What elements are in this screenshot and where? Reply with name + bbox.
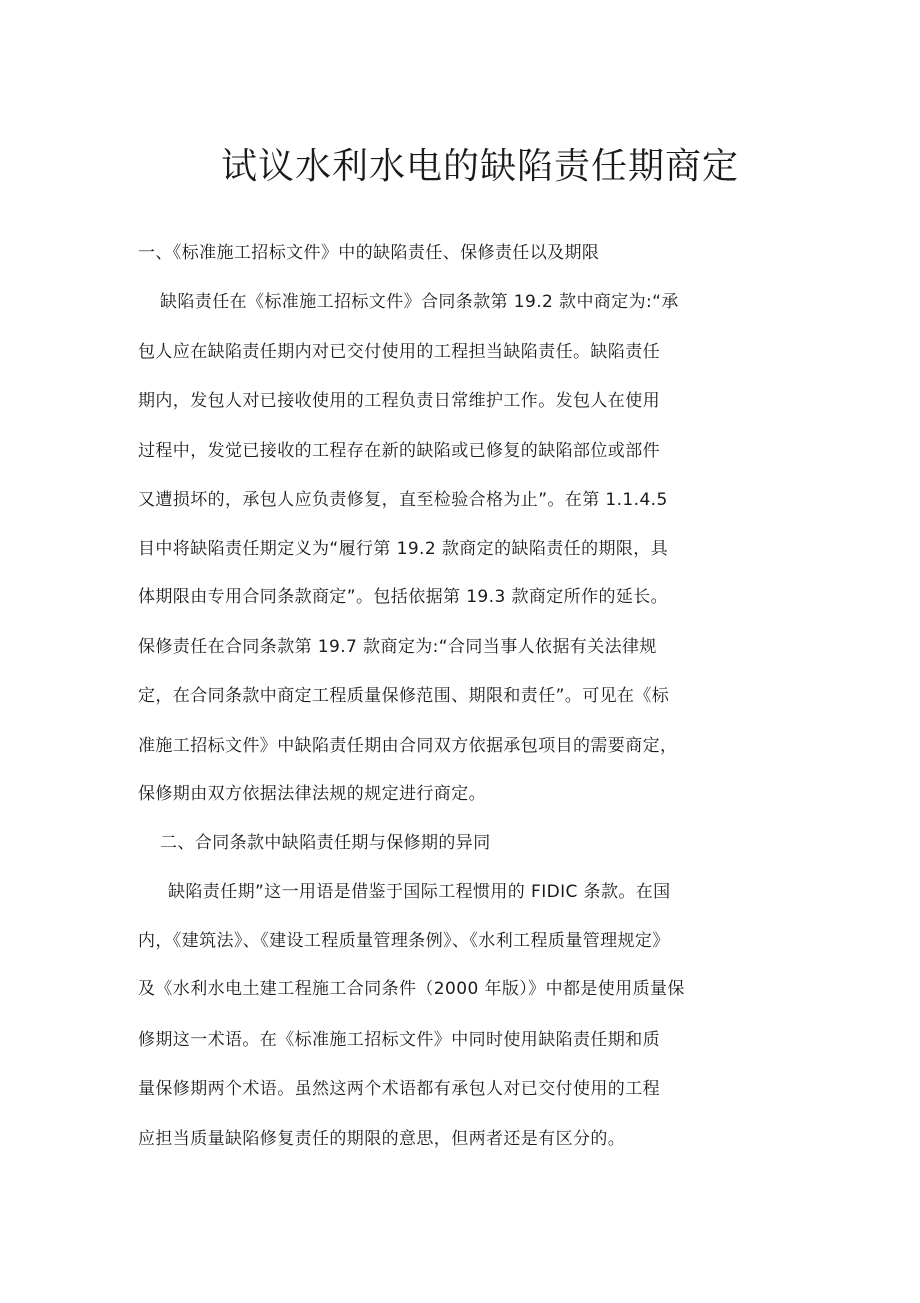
paragraph-1-line-11: 保修期由双方依据法律法规的规定进行商定。	[138, 784, 486, 804]
paragraph-1-line-9: 定，在合同条款中商定工程质量保修范围、期限和责任”。可见在《标	[138, 686, 670, 706]
paragraph-1-line-6: 目中将缺陷责任期定义为“履行第 19.2 款商定的缺陷责任的期限，具	[138, 539, 669, 559]
paragraph-1-line-5: 又遭损坏的，承包人应负责修复，直至检验合格为止”。在第 1.1.4.5	[138, 490, 668, 510]
document-title: 试议水利水电的缺陷责任期商定	[220, 146, 739, 187]
paragraph-2-line-3: 及《水利水电土建工程施工合同条件（2000 年版）》中都是使用质量保	[138, 979, 685, 999]
paragraph-1-line-8: 保修责任在合同条款第 19.7 款商定为:“合同当事人依据有关法律规	[138, 637, 657, 657]
paragraph-1-line-4: 过程中，发觉已接收的工程存在新的缺陷或已修复的缺陷部位或部件	[138, 441, 660, 461]
paragraph-2-line-1: 缺陷责任期”这一用语是借鉴于国际工程惯用的 FIDIC 条款。在国	[168, 882, 671, 902]
paragraph-2-line-2: 内，《建筑法》、《建设工程质量管理条例》、《水利工程质量管理规定》	[138, 931, 670, 951]
paragraph-2-line-4: 修期这一术语。在《标准施工招标文件》中同时使用缺陷责任期和质	[138, 1030, 660, 1050]
section-heading-2: 二、合同条款中缺陷责任期与保修期的异同	[160, 833, 491, 853]
section-heading-1: 一、《标准施工招标文件》中的缺陷责任、保修责任以及期限	[138, 243, 600, 263]
paragraph-2-line-6: 应担当质量缺陷修复责任的期限的意思，但两者还是有区分的。	[138, 1129, 626, 1149]
paragraph-1-line-2: 包人应在缺陷责任期内对已交付使用的工程担当缺陷责任。缺陷责任	[138, 342, 660, 362]
paragraph-1-line-7: 体期限由专用合同条款商定”。包括依据第 19.3 款商定所作的延长。	[138, 587, 669, 607]
paragraph-1-line-1: 缺陷责任在《标准施工招标文件》合同条款第 19.2 款中商定为:“承	[160, 292, 679, 312]
paragraph-1-line-3: 期内，发包人对已接收使用的工程负责日常维护工作。发包人在使用	[138, 391, 660, 411]
paragraph-1-line-10: 准施工招标文件》中缺陷责任期由合同双方依据承包项目的需要商定，	[138, 736, 678, 756]
paragraph-2-line-5: 量保修期两个术语。虽然这两个术语都有承包人对已交付使用的工程	[138, 1079, 660, 1099]
